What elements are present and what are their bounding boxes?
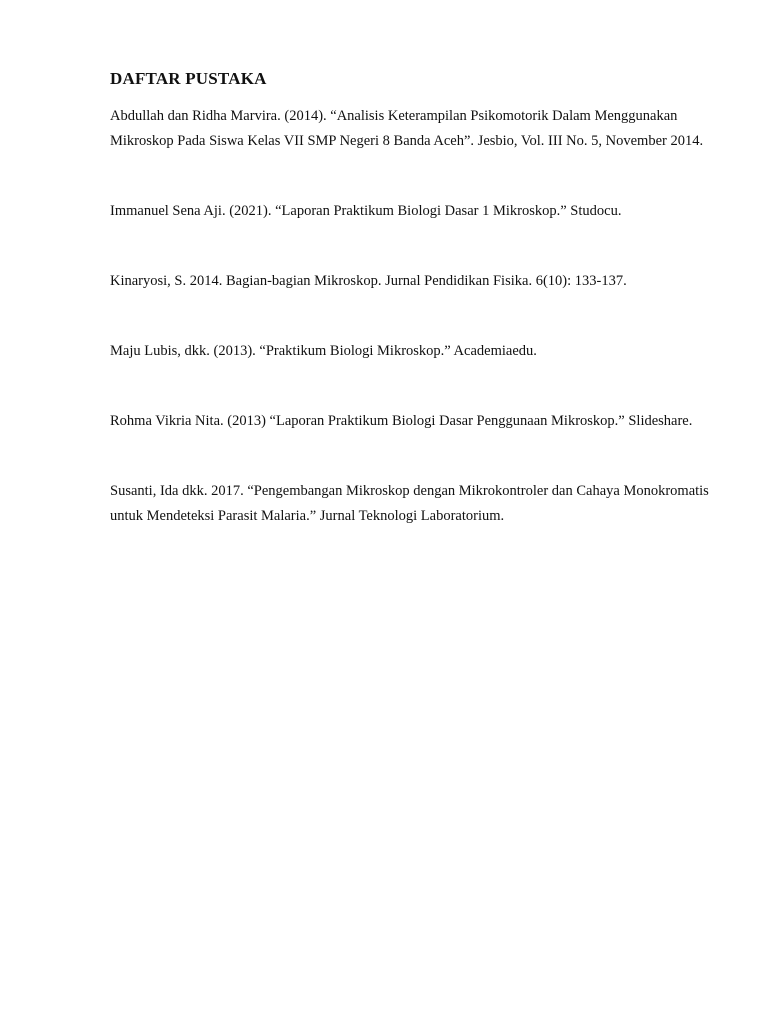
page-title: DAFTAR PUSTAKA	[110, 69, 267, 88]
reference-item: Rohma Vikria Nita. (2013) “Laporan Praktikum Biologi Dasar Penggunaan Mikroskop.” Slideshare.	[110, 413, 693, 429]
reference-list	[110, 104, 710, 529]
document-page	[110, 68, 710, 574]
reference-item: Kinaryosi, S. 2014. Bagian-bagian Mikroskop. Jurnal Pendidikan Fisika. 6(10): 133-137.	[110, 273, 627, 289]
reference-item: Immanuel Sena Aji. (2021). “Laporan Praktikum Biologi Dasar 1 Mikroskop.” Studocu.	[110, 203, 622, 219]
reference-item: Maju Lubis, dkk. (2013). “Praktikum Biologi Mikroskop.” Academiaedu.	[110, 343, 537, 359]
reference-item: Abdullah dan Ridha Marvira. (2014). “Analisis Keterampilan Psikomotorik Dalam Menggunakan Mikroskop Pada Siswa Kelas VII SMP Negeri 8 Banda Aceh”. Jesbio, Vol. III No. 5, November 2014.	[110, 108, 704, 149]
reference-item: Susanti, Ida dkk. 2017. “Pengembangan Mikroskop dengan Mikrokontroler dan Cahaya Monokromatis untuk Mendeteksi Parasit Malaria.” Jurnal Teknologi Laboratorium.	[110, 483, 709, 524]
